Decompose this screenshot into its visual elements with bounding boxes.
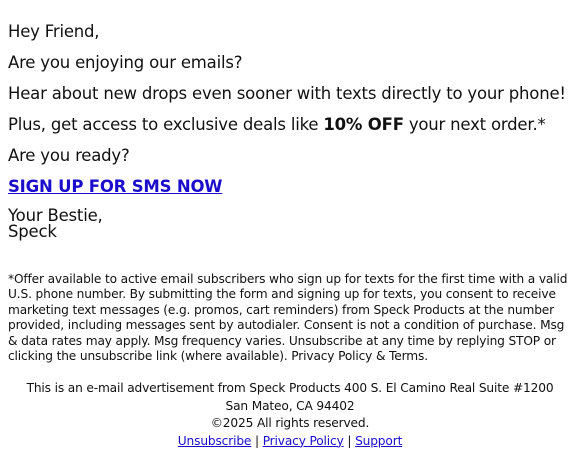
footer-separator: | [343,433,356,448]
support-link[interactable]: Support [355,433,403,448]
plus-text-after: your next order.* [403,115,546,134]
privacy-policy-link[interactable]: Privacy Policy [262,433,344,448]
footer-address: This is an e-mail advertisement from Speck Products 400 S. El Camino Real Suite #1200 San Mateo, CA 94402 [26,381,554,413]
question-text: Are you enjoying our emails? [8,53,243,72]
plus-text-before: Plus, get access to exclusive deals like [8,115,324,134]
ready-text: Are you ready? [8,146,130,165]
footer-separator: | [251,433,263,448]
greeting-text: Hey Friend, [8,22,100,41]
signoff-line-1: Your Bestie, [8,206,103,225]
footer-links [20,433,560,451]
footer-copyright: ©2025 All rights reserved. [210,416,370,430]
signoff-line-2: Speck [8,222,57,241]
plus-text [8,115,572,135]
sms-signup-link[interactable]: SIGN UP FOR SMS NOW [8,177,223,196]
email-footer [20,380,560,450]
offer-disclaimer: *Offer available to active email subscribers who sign up for texts for the first time with a valid U.S. phone number. By submitting the form and signing up for texts, you consent to receive marketing text messages (e.g. promos, cart reminders) from Speck Products at the number provided, including messages sent by autodialer. Consent is not a condition of purchase. Msg & data rates may apply. Msg frequency varies. Unsubscribe at any time by replying STOP or clicking the unsubscribe link (where available). Privacy Policy & Terms. [8,272,568,364]
unsubscribe-link[interactable]: Unsubscribe [177,433,252,448]
discount-highlight: 10% OFF [323,115,404,134]
signoff [8,208,103,240]
hear-text: Hear about new drops even sooner with texts directly to your phone! [8,84,566,103]
